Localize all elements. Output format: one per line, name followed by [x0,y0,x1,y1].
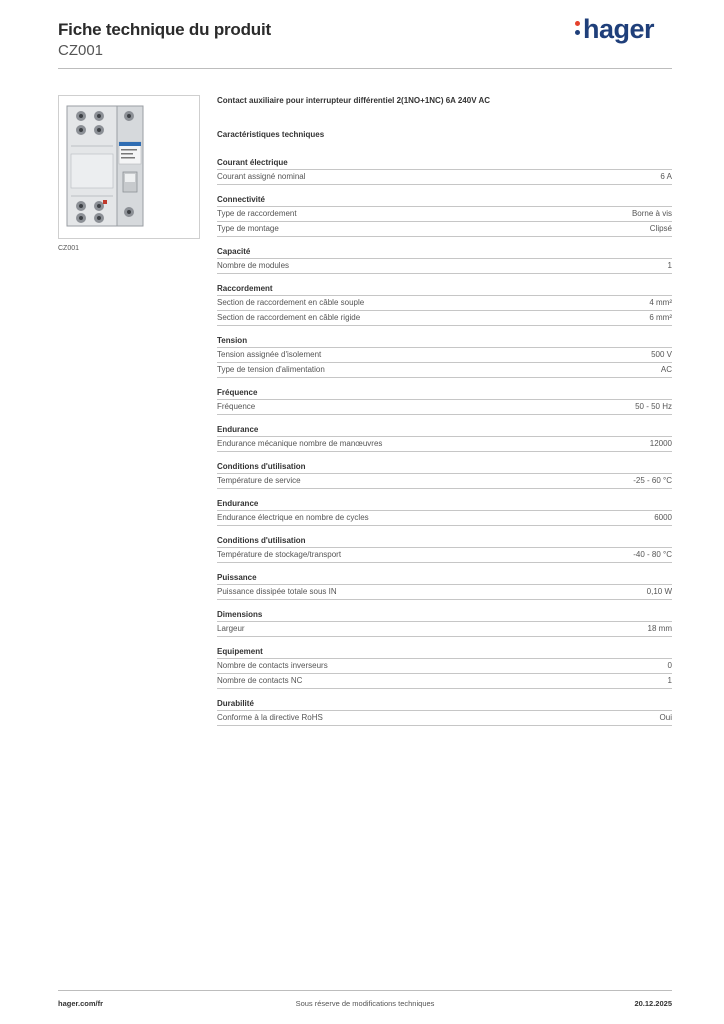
spec-label: Nombre de modules [217,261,290,270]
section-title: Connectivité [217,195,266,204]
spec-value: 18 mm [647,624,672,633]
spec-value: 6000 [654,513,672,522]
spec-label: Section de raccordement en câble souple [217,298,365,307]
spec-label: Nombre de contacts inverseurs [217,661,328,670]
section-title: Tension [217,336,248,345]
spec-row [217,621,672,637]
spec-section [217,608,672,637]
hager-logo[interactable] [574,14,654,45]
spec-label: Section de raccordement en câble rigide [217,313,361,322]
spec-value: -40 - 80 °C [633,550,672,559]
spec-value: 12000 [649,439,672,448]
spec-value: 0 [667,661,672,670]
spec-label: Conforme à la directive RoHS [217,713,323,722]
spec-label: Courant assigné nominal [217,172,306,181]
product-image [58,95,200,239]
section-title: Dimensions [217,610,263,619]
footer-divider [58,990,672,991]
breaker-module-icon [59,96,199,238]
spec-row [217,310,672,326]
logo-text: hager [582,14,654,44]
spec-value: 1 [667,676,672,685]
spec-row [217,347,672,362]
spec-row [217,362,672,378]
spec-heading: Caractéristiques techniques [217,130,325,139]
section-title: Endurance [217,425,259,434]
section-title: Capacité [217,247,251,256]
spec-section [217,571,672,600]
spec-label: Puissance dissipée totale sous IN [217,587,337,596]
spec-row [217,710,672,726]
spec-row [217,206,672,221]
spec-row [217,547,672,563]
spec-row [217,658,672,673]
spec-row [217,295,672,310]
section-title: Courant électrique [217,158,288,167]
spec-value: 6 A [660,172,672,181]
spec-value: AC [660,365,672,374]
spec-section [217,193,672,237]
spec-row [217,399,672,415]
spec-label: Type de montage [217,224,279,233]
spec-value: Borne à vis [631,209,672,218]
spec-row [217,473,672,489]
image-caption: CZ001 [58,245,80,252]
spec-label: Nombre de contacts NC [217,676,303,685]
spec-value: 6 mm² [649,313,672,322]
section-title: Fréquence [217,388,258,397]
product-specs [217,96,672,734]
section-title: Conditions d'utilisation [217,462,306,471]
spec-label: Endurance mécanique nombre de manœuvres [217,439,383,448]
page-title: Fiche technique du produit [58,20,271,39]
logo-colon-icon [574,16,582,40]
spec-row [217,673,672,689]
spec-value: 4 mm² [649,298,672,307]
website-link[interactable]: hager.com/fr [58,999,104,1008]
spec-section [217,534,672,563]
spec-row [217,584,672,600]
spec-value: 1 [667,261,672,270]
spec-label: Type de raccordement [217,209,297,218]
section-title: Endurance [217,499,259,508]
spec-label: Endurance électrique en nombre de cycles [217,513,369,522]
spec-row [217,169,672,185]
section-title: Equipement [217,647,263,656]
spec-label: Tension assignée d'isolement [217,350,322,359]
spec-section [217,697,672,726]
spec-value: 0,10 W [646,587,672,596]
spec-value: Clipsé [649,224,672,233]
spec-row [217,221,672,237]
spec-row [217,436,672,452]
spec-label: Type de tension d'alimentation [217,365,325,374]
header-divider [58,68,672,69]
spec-row [217,510,672,526]
spec-section [217,423,672,452]
spec-label: Fréquence [217,402,256,411]
spec-section [217,460,672,489]
spec-label: Température de stockage/transport [217,550,342,559]
spec-section [217,645,672,689]
product-reference: CZ001 [58,42,104,59]
section-title: Puissance [217,573,257,582]
spec-section [217,334,672,378]
spec-label: Largeur [217,624,245,633]
spec-section [217,282,672,326]
spec-value: -25 - 60 °C [633,476,672,485]
footer-disclaimer: Sous réserve de modifications techniques [295,999,435,1008]
product-description: Contact auxiliaire pour interrupteur différentiel 2(1NO+1NC) 6A 240V AC [217,96,491,105]
spec-label: Température de service [217,476,301,485]
spec-section [217,156,672,185]
spec-section [217,386,672,415]
spec-value: Oui [659,713,672,722]
section-title: Conditions d'utilisation [217,536,306,545]
section-title: Raccordement [217,284,273,293]
footer-date: 20.12.2025 [634,999,672,1008]
section-title: Durabilité [217,699,254,708]
spec-sections [217,156,672,726]
document-header [58,20,271,59]
spec-value: 500 V [651,350,672,359]
spec-section [217,245,672,274]
spec-section [217,497,672,526]
spec-value: 50 - 50 Hz [635,402,672,411]
spec-row [217,258,672,274]
